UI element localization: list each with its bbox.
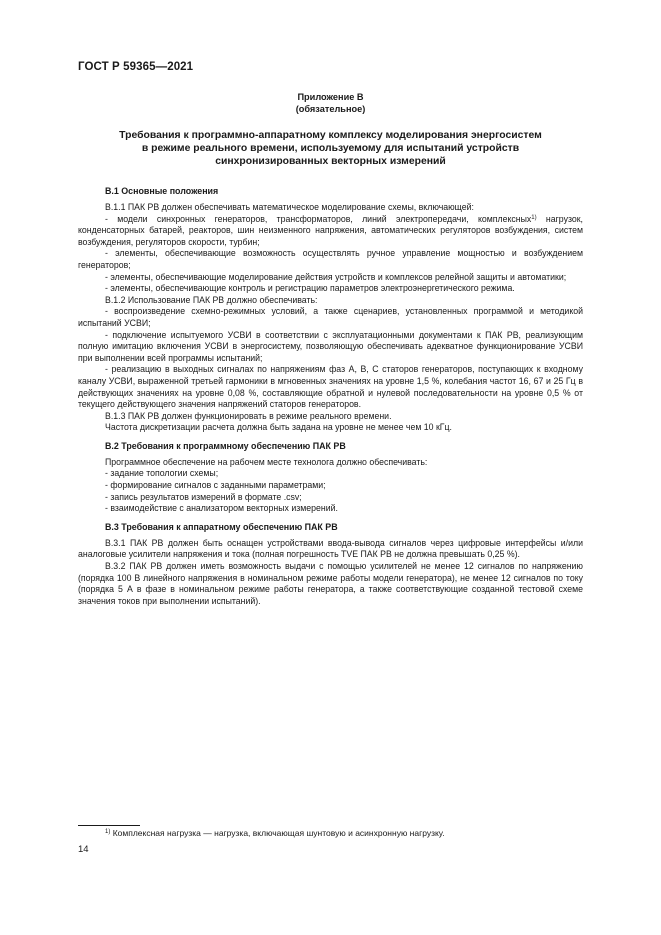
paragraph: - формирование сигналов с заданными параметрами; <box>105 480 326 491</box>
paragraph: В.1.3 ПАК РВ должен функционировать в режиме реального времени. <box>105 410 392 421</box>
footnote-divider <box>78 825 140 826</box>
paragraph: - модели синхронных генераторов, трансформаторов, линий электропередачи, комплексных$^{1)}$ нагрузок, конденсаторных батарей, реакторов, шин неизменного напряжения, автоматических регуляторов возбуждения, систем возбуждения, регуляторов скорости, турбин; <box>78 213 583 247</box>
paragraph: - подключение испытуемого УСВИ в соответствии с эксплуатационными документами к ПАК РВ, реализующим полную имитацию включения УСВИ в энергосистему, позволяющую обеспечивать адекватное функционирование УСВИ при выполнении всей программы испытаний; <box>78 329 583 363</box>
paragraph: - элементы, обеспечивающие контроль и регистрацию параметров электроэнергетического режима. <box>105 283 515 294</box>
paragraph: В.3.2 ПАК РВ должен иметь возможность выдачи с помощью усилителей не менее 12 сигналов по напряжению (порядка 100 В линейного напряжения в номинальном режиме работы модели генератора), не менее 12 сигналов по току (порядка 5 А в фазе в номинальном режиме работы генератора, а также соответствующие созданной тестовой схеме значения токов при выполнении испытаний). <box>78 561 583 606</box>
paragraph: - задание топологии схемы; <box>105 468 219 479</box>
paragraph: - элементы, обеспечивающие моделирование действия устройств и комплексов релейной защиты и автоматики; <box>105 271 567 282</box>
paragraph: - элементы, обеспечивающие возможность осуществлять ручное управление мощностью и возбуждением генераторов; <box>78 248 583 270</box>
title-line-3: синхронизированных векторных измерений <box>215 156 446 167</box>
page-number: 14 <box>78 844 89 855</box>
paragraph: В.3.1 ПАК РВ должен быть оснащен устройствами ввода-вывода сигналов через цифровые интерфейсы и/или аналоговые усилители напряжения и тока (полная погрешность TVE ПАК РВ не должна превышать 0,25 %). <box>78 537 583 560</box>
title-line-1: Требования к программно-аппаратному комплексу моделирования энергосистем <box>119 130 542 141</box>
title-line-2: в режиме реального времени, используемому для испытаний устройств <box>141 143 520 154</box>
paragraph: - запись результатов измерений в формате .csv; <box>105 491 302 502</box>
annex-label: Приложение В <box>297 92 364 102</box>
paragraph: В.1.2 Использование ПАК РВ должно обеспечивать: <box>105 294 318 305</box>
footnote-text: Комплексная нагрузка — нагрузка, включающая шунтовую и асинхронную нагрузку. <box>110 828 445 838</box>
section-b2-heading: В.2 Требования к программному обеспечению ПАК РВ <box>105 440 346 451</box>
paragraph: - взаимодействие с анализатором векторных измерений. <box>105 503 338 514</box>
section-b3-heading: В.3 Требования к аппаратному обеспечению ПАК РВ <box>105 521 338 532</box>
annex-status: (обязательное) <box>295 104 366 114</box>
document-body <box>78 185 583 607</box>
paragraph: - реализацию в выходных сигналах по напряжениям фаз А, В, С статоров генераторов, поступающих к входному каналу УСВИ, выраженной третьей гармоники в мгновенных значениях на уровне 1,5 %, колебания частот 16, 67 и 25 Гц в действующих значениях на уровне 0,08 %, составляющие обратной и нулевой последовательности на уровне 0,5 % от текущего действующего значения напряжений статоров генераторов. <box>78 364 583 410</box>
footnote <box>78 828 583 839</box>
section-b1-heading: В.1 Основные положения <box>105 186 219 196</box>
paragraph: - воспроизведение схемно-режимных условий, а также сценариев, установленных программой и методикой испытаний УСВИ; <box>78 306 583 328</box>
annex-heading <box>78 91 583 115</box>
footnote-mark: 1) <box>105 829 111 835</box>
annex-title <box>78 129 583 168</box>
paragraph: В.1.1 ПАК РВ должен обеспечивать математическое моделирование схемы, включающей: <box>105 202 474 212</box>
standard-designation: ГОСТ Р 59365—2021 <box>78 61 194 73</box>
footnote-ref: 1) <box>531 214 537 221</box>
paragraph: Программное обеспечение на рабочем месте технолога должно обеспечивать: <box>105 456 428 467</box>
paragraph: Частота дискретизации расчета должна быть задана на уровне не менее чем 10 кГц. <box>105 422 452 433</box>
